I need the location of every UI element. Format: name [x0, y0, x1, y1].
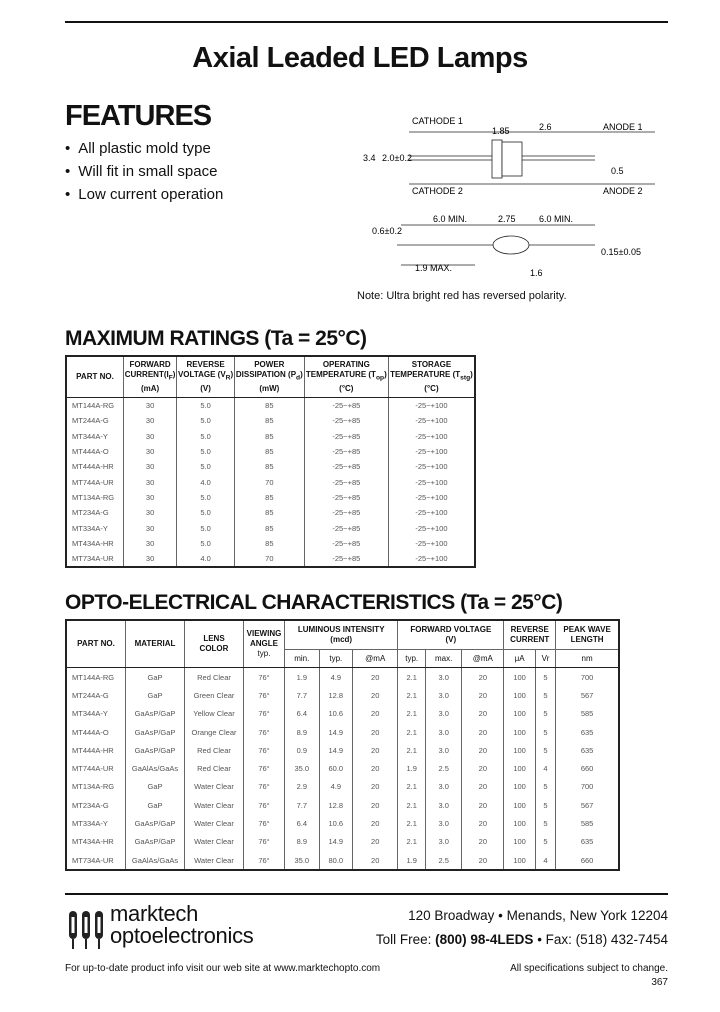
table-cell: 2.1 — [398, 668, 426, 687]
website-note: For up-to-date product info visit our web site at www.marktechopto.com — [65, 963, 381, 974]
table-cell: 100 — [504, 686, 536, 704]
table-cell: 5 — [535, 686, 555, 704]
page-title: Axial Leaded LED Lamps — [192, 42, 528, 74]
table-cell: 85 — [234, 536, 304, 551]
table-cell: -25~+100 — [388, 459, 475, 474]
column-subheader: @mA — [462, 650, 504, 668]
table-cell: GaP — [126, 796, 185, 814]
table-row — [66, 398, 475, 414]
table-cell: 2.1 — [398, 686, 426, 704]
list-item: • Low current operation — [65, 183, 223, 206]
table-cell: MT234A-G — [66, 796, 126, 814]
table-cell: MT434A-HR — [66, 536, 124, 551]
table-cell: 85 — [234, 413, 304, 428]
table-cell: 20 — [353, 705, 398, 723]
table-cell: 70 — [234, 551, 304, 567]
table-cell: 5.0 — [177, 413, 235, 428]
table-cell: 76° — [244, 814, 285, 832]
table-cell: -25~+85 — [304, 505, 388, 520]
table-cell: MT244A-G — [66, 686, 126, 704]
table-cell: 76° — [244, 705, 285, 723]
label-cathode2: CATHODE 2 — [412, 186, 463, 196]
table-cell: 76° — [244, 833, 285, 851]
table-cell: -25~+85 — [304, 520, 388, 535]
table-cell: 1.9 — [398, 851, 426, 870]
table-cell: 10.6 — [319, 814, 352, 832]
table-cell: MT134A-RG — [66, 778, 126, 796]
table-header-row — [66, 620, 619, 650]
list-item: • All plastic mold type — [65, 137, 223, 160]
table-row — [66, 686, 619, 704]
table-cell: 30 — [124, 459, 177, 474]
table-cell: 6.4 — [285, 705, 320, 723]
table-row — [66, 551, 475, 567]
table-cell: -25~+85 — [304, 459, 388, 474]
column-header: PART NO. — [66, 620, 126, 668]
max-ratings-heading: MAXIMUM RATINGS (Ta = 25°C) — [65, 327, 367, 350]
table-row — [66, 796, 619, 814]
table-cell: 100 — [504, 796, 536, 814]
table-cell: 2.5 — [425, 759, 461, 777]
table-cell: MT444A-O — [66, 723, 126, 741]
table-cell: 10.6 — [319, 705, 352, 723]
table-cell: 85 — [234, 505, 304, 520]
table-cell: MT734A-UR — [66, 551, 124, 567]
table-row — [66, 851, 619, 870]
label-05: 0.5 — [611, 166, 624, 176]
table-cell: 20 — [353, 851, 398, 870]
table-cell: GaAsP/GaP — [126, 833, 185, 851]
table-cell: 20 — [353, 759, 398, 777]
table-cell: 20 — [353, 741, 398, 759]
opto-heading: OPTO-ELECTRICAL CHARACTERISTICS (Ta = 25°C) — [65, 591, 563, 614]
table-cell: Water Clear — [185, 833, 244, 851]
table-cell: 20 — [353, 723, 398, 741]
table-cell: 2.5 — [425, 851, 461, 870]
table-cell: 20 — [462, 705, 504, 723]
table-cell: 76° — [244, 668, 285, 687]
column-header: MATERIAL — [126, 620, 185, 668]
table-cell: 85 — [234, 459, 304, 474]
label-16: 1.6 — [530, 268, 543, 278]
table-cell: -25~+85 — [304, 490, 388, 505]
features-heading: FEATURES — [65, 100, 212, 132]
table-cell: 30 — [124, 551, 177, 567]
table-cell: 100 — [504, 778, 536, 796]
table-cell: 30 — [124, 413, 177, 428]
table-row — [66, 741, 619, 759]
table-cell: 20 — [353, 668, 398, 687]
table-cell: 20 — [462, 833, 504, 851]
table-cell: 76° — [244, 759, 285, 777]
table-cell: 660 — [556, 851, 619, 870]
column-header: REVERSE VOLTAGE $(V_R)$ (V) — [177, 356, 235, 398]
table-cell: 60.0 — [319, 759, 352, 777]
table-cell: 0.9 — [285, 741, 320, 759]
table-cell: MT144A-RG — [66, 398, 124, 414]
table-cell: 3.0 — [425, 741, 461, 759]
column-subheader: typ. — [319, 650, 352, 668]
table-cell: 20 — [353, 796, 398, 814]
table-cell: 100 — [504, 833, 536, 851]
column-header: FORWARD VOLTAGE (V) — [398, 620, 504, 650]
table-cell: -25~+100 — [388, 474, 475, 489]
table-cell: 700 — [556, 668, 619, 687]
table-cell: GaAsP/GaP — [126, 705, 185, 723]
table-cell: 35.0 — [285, 759, 320, 777]
table-cell: 76° — [244, 778, 285, 796]
label-20: 2.0±0.2 — [382, 153, 412, 163]
table-cell: 20 — [462, 723, 504, 741]
table-cell: 1.9 — [285, 668, 320, 687]
table-row — [66, 536, 475, 551]
table-cell: 567 — [556, 686, 619, 704]
column-header: LUMINOUS INTENSITY (mcd) — [285, 620, 398, 650]
table-cell: Water Clear — [185, 851, 244, 870]
table-cell: -25~+100 — [388, 444, 475, 459]
table-cell: 8.9 — [285, 723, 320, 741]
table-cell: 85 — [234, 429, 304, 444]
table-cell: 3.0 — [425, 778, 461, 796]
table-cell: 4.9 — [319, 668, 352, 687]
table-cell: 5 — [535, 778, 555, 796]
table-cell: 585 — [556, 705, 619, 723]
table-cell: Water Clear — [185, 796, 244, 814]
table-cell: 5.0 — [177, 490, 235, 505]
table-cell: GaAsP/GaP — [126, 814, 185, 832]
table-cell: 30 — [124, 536, 177, 551]
column-subheader: nm — [556, 650, 619, 668]
table-cell: 76° — [244, 796, 285, 814]
table-row — [66, 474, 475, 489]
table-cell: Green Clear — [185, 686, 244, 704]
table-cell: 20 — [462, 741, 504, 759]
table-cell: MT434A-HR — [66, 833, 126, 851]
table-cell: 4.0 — [177, 474, 235, 489]
table-row — [66, 520, 475, 535]
table-cell: 3.0 — [425, 686, 461, 704]
table-cell: 35.0 — [285, 851, 320, 870]
table-cell: 20 — [462, 686, 504, 704]
label-anode2: ANODE 2 — [603, 186, 643, 196]
table-cell: -25~+100 — [388, 551, 475, 567]
table-cell: -25~+100 — [388, 490, 475, 505]
table-cell: 30 — [124, 520, 177, 535]
table-row — [66, 759, 619, 777]
table-cell: 5 — [535, 796, 555, 814]
column-header: STORAGE TEMPERATURE $(T_{stg})$ (°C) — [388, 356, 475, 398]
table-cell: 30 — [124, 429, 177, 444]
footer-rule — [65, 893, 668, 895]
table-cell: 30 — [124, 490, 177, 505]
max-ratings-table — [65, 355, 476, 568]
table-cell: 76° — [244, 723, 285, 741]
table-cell: 4 — [535, 851, 555, 870]
table-cell: MT344A-Y — [66, 429, 124, 444]
label-anode1: ANODE 1 — [603, 122, 643, 132]
table-cell: Red Clear — [185, 741, 244, 759]
table-cell: GaP — [126, 778, 185, 796]
table-cell: 635 — [556, 723, 619, 741]
table-cell: -25~+100 — [388, 536, 475, 551]
table-cell: GaAsP/GaP — [126, 723, 185, 741]
table-cell: MT744A-UR — [66, 474, 124, 489]
table-row — [66, 833, 619, 851]
table-cell: Red Clear — [185, 759, 244, 777]
top-rule — [65, 21, 668, 23]
table-cell: 76° — [244, 686, 285, 704]
table-cell: 76° — [244, 741, 285, 759]
table-cell: 20 — [353, 686, 398, 704]
table-cell: 4.9 — [319, 778, 352, 796]
marktech-logo-icon — [67, 903, 107, 949]
table-cell: -25~+85 — [304, 474, 388, 489]
address: 120 Broadway • Menands, New York 12204 — [408, 908, 668, 923]
table-cell: MT234A-G — [66, 505, 124, 520]
table-cell: 80.0 — [319, 851, 352, 870]
table-cell: 5.0 — [177, 398, 235, 414]
table-cell: 5.0 — [177, 444, 235, 459]
table-cell: 5.0 — [177, 536, 235, 551]
features-list — [65, 137, 223, 206]
table-row — [66, 490, 475, 505]
table-cell: -25~+85 — [304, 551, 388, 567]
table-cell: 3.0 — [425, 796, 461, 814]
column-subheader: min. — [285, 650, 320, 668]
table-cell: MT744A-UR — [66, 759, 126, 777]
column-header: VIEWING ANGLE typ. — [244, 620, 285, 668]
table-cell: 3.0 — [425, 833, 461, 851]
table-cell: GaP — [126, 686, 185, 704]
table-cell: -25~+100 — [388, 520, 475, 535]
table-cell: 5.0 — [177, 520, 235, 535]
table-cell: 12.8 — [319, 796, 352, 814]
label-60a: 6.0 MIN. — [433, 214, 468, 224]
phone-number: (800) 98-4LEDS — [435, 932, 534, 947]
table-cell: GaP — [126, 668, 185, 687]
table-cell: 20 — [353, 814, 398, 832]
label-60b: 6.0 MIN. — [539, 214, 574, 224]
column-subheader: @mA — [353, 650, 398, 668]
table-cell: 100 — [504, 705, 536, 723]
table-cell: 635 — [556, 741, 619, 759]
table-cell: 30 — [124, 474, 177, 489]
table-cell: 7.7 — [285, 796, 320, 814]
table-cell: MT134A-RG — [66, 490, 124, 505]
table-cell: 5 — [535, 668, 555, 687]
table-cell: 8.9 — [285, 833, 320, 851]
table-cell: GaAlAs/GaAs — [126, 851, 185, 870]
table-cell: 85 — [234, 444, 304, 459]
table-cell: MT444A-O — [66, 444, 124, 459]
spec-note: All specifications subject to change. — [510, 963, 668, 974]
column-header: PEAK WAVE LENGTH — [556, 620, 619, 650]
column-header: POWER DISSIPATION $(P_d)$ (mW) — [234, 356, 304, 398]
table-cell: 5.0 — [177, 459, 235, 474]
table-row — [66, 413, 475, 428]
table-cell: Orange Clear — [185, 723, 244, 741]
label-26: 2.6 — [539, 122, 552, 132]
table-cell: 5.0 — [177, 429, 235, 444]
table-cell: 30 — [124, 444, 177, 459]
table-cell: 567 — [556, 796, 619, 814]
table-cell: 100 — [504, 851, 536, 870]
table-cell: 2.1 — [398, 705, 426, 723]
table-cell: 20 — [462, 796, 504, 814]
table-cell: 12.8 — [319, 686, 352, 704]
table-row — [66, 429, 475, 444]
table-cell: 85 — [234, 490, 304, 505]
label-185: 1.85 — [492, 126, 510, 136]
table-cell: MT144A-RG — [66, 668, 126, 687]
table-cell: 2.1 — [398, 741, 426, 759]
table-cell: 30 — [124, 505, 177, 520]
table-cell: -25~+100 — [388, 505, 475, 520]
table-cell: 585 — [556, 814, 619, 832]
table-cell: MT444A-HR — [66, 459, 124, 474]
table-cell: MT444A-HR — [66, 741, 126, 759]
table-cell: 100 — [504, 814, 536, 832]
table-cell: 30 — [124, 398, 177, 414]
table-cell: 4.0 — [177, 551, 235, 567]
brand-name: marktech optoelectronics — [110, 901, 254, 948]
column-header: FORWARD $CURRENT(I_F)$ (mA) — [124, 356, 177, 398]
table-cell: GaAlAs/GaAs — [126, 759, 185, 777]
table-cell: MT734A-UR — [66, 851, 126, 870]
column-header: OPERATING TEMPERATURE $(T_{op})$ (°C) — [304, 356, 388, 398]
opto-body — [66, 668, 619, 871]
table-cell: 5 — [535, 723, 555, 741]
table-cell: MT334A-Y — [66, 520, 124, 535]
page-number: 367 — [651, 977, 668, 988]
table-cell: 3.0 — [425, 814, 461, 832]
table-cell: 2.1 — [398, 778, 426, 796]
table-cell: 20 — [353, 778, 398, 796]
table-cell: 85 — [234, 398, 304, 414]
contact-line: Toll Free: (800) 98-4LEDS • Fax: (518) 432-7454 — [375, 932, 668, 947]
label-015: 0.15±0.05 — [601, 247, 641, 257]
table-cell: 5 — [535, 814, 555, 832]
column-subheader: max. — [425, 650, 461, 668]
table-cell: MT334A-Y — [66, 814, 126, 832]
table-cell: 635 — [556, 833, 619, 851]
label-275: 2.75 — [498, 214, 516, 224]
table-cell: -25~+85 — [304, 444, 388, 459]
column-subheader: typ. — [398, 650, 426, 668]
table-cell: 20 — [353, 833, 398, 851]
table-cell: -25~+100 — [388, 398, 475, 414]
polarity-note: Note: Ultra bright red has reversed polarity. — [357, 290, 567, 302]
max-ratings-body — [66, 398, 475, 568]
label-06: 0.6±0.2 — [372, 226, 402, 236]
table-cell: Water Clear — [185, 778, 244, 796]
table-cell: 5 — [535, 705, 555, 723]
table-cell: 4 — [535, 759, 555, 777]
table-cell: 14.9 — [319, 723, 352, 741]
table-cell: GaAsP/GaP — [126, 741, 185, 759]
table-cell: MT344A-Y — [66, 705, 126, 723]
table-cell: 20 — [462, 778, 504, 796]
table-cell: -25~+85 — [304, 536, 388, 551]
table-cell: 2.1 — [398, 814, 426, 832]
table-row — [66, 444, 475, 459]
label-34: 3.4 — [363, 153, 376, 163]
table-cell: 100 — [504, 759, 536, 777]
table-cell: -25~+100 — [388, 429, 475, 444]
table-cell: 70 — [234, 474, 304, 489]
table-cell: 5.0 — [177, 505, 235, 520]
table-cell: Yellow Clear — [185, 705, 244, 723]
table-row — [66, 459, 475, 474]
table-cell: 14.9 — [319, 833, 352, 851]
label-cathode1: CATHODE 1 — [412, 116, 463, 126]
table-cell: 6.4 — [285, 814, 320, 832]
table-row — [66, 668, 619, 687]
table-row — [66, 814, 619, 832]
opto-table — [65, 619, 620, 871]
table-cell: -25~+100 — [388, 413, 475, 428]
table-cell: Water Clear — [185, 814, 244, 832]
table-cell: MT244A-G — [66, 413, 124, 428]
table-cell: 3.0 — [425, 705, 461, 723]
table-cell: 2.9 — [285, 778, 320, 796]
list-item: • Will fit in small space — [65, 160, 223, 183]
table-cell: 2.1 — [398, 723, 426, 741]
column-subheader: Vr — [535, 650, 555, 668]
table-cell: 20 — [462, 851, 504, 870]
table-cell: Red Clear — [185, 668, 244, 687]
table-cell: 14.9 — [319, 741, 352, 759]
table-cell: 2.1 — [398, 833, 426, 851]
table-cell: 100 — [504, 668, 536, 687]
column-header: PART NO. — [66, 356, 124, 398]
table-cell: 3.0 — [425, 723, 461, 741]
table-cell: 100 — [504, 741, 536, 759]
dimension-diagram — [355, 112, 675, 290]
table-row — [66, 723, 619, 741]
column-header: REVERSE CURRENT — [504, 620, 556, 650]
table-row — [66, 505, 475, 520]
table-cell: 76° — [244, 851, 285, 870]
table-cell: 100 — [504, 723, 536, 741]
table-cell: 5 — [535, 833, 555, 851]
table-cell: 20 — [462, 668, 504, 687]
table-cell: -25~+85 — [304, 398, 388, 414]
table-cell: -25~+85 — [304, 429, 388, 444]
table-cell: 2.1 — [398, 796, 426, 814]
table-cell: 7.7 — [285, 686, 320, 704]
table-cell: 20 — [462, 814, 504, 832]
table-cell: 1.9 — [398, 759, 426, 777]
table-cell: 85 — [234, 520, 304, 535]
table-cell: 660 — [556, 759, 619, 777]
table-header-row — [66, 356, 475, 398]
table-row — [66, 705, 619, 723]
table-cell: 3.0 — [425, 668, 461, 687]
table-row — [66, 778, 619, 796]
table-cell: 5 — [535, 741, 555, 759]
table-cell: 20 — [462, 759, 504, 777]
table-cell: -25~+85 — [304, 413, 388, 428]
column-subheader: μA — [504, 650, 536, 668]
table-cell: 700 — [556, 778, 619, 796]
label-19: 1.9 MAX. — [415, 263, 453, 273]
column-header: LENS COLOR — [185, 620, 244, 668]
